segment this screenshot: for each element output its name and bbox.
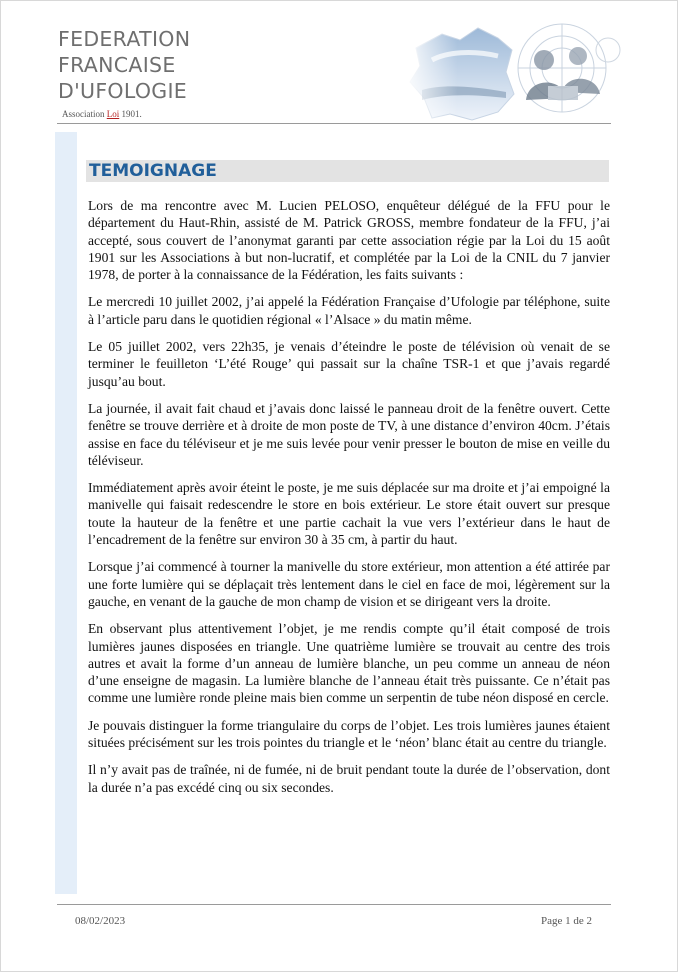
org-title-line-2: FRANCAISE — [58, 53, 176, 77]
association-loi: Loi — [106, 109, 120, 119]
paragraph: La journée, il avait fait chaud et j’avais donc laissé le panneau droit de la fenêtre ouvert. Cette fenêtre se trouve derrière et à droite de mon poste de TV, à une distance d’environ 40cm. J’étais assise en face du téléviseur et je me suis levée pour venir presser le bouton de mise en veille du téléviseur. — [88, 400, 610, 468]
association-subtitle — [62, 109, 142, 119]
paragraph: Lorsque j’ai commencé à tourner la manivelle du store extérieur, mon attention a été attirée par une forte lumière qui se déplaçait très lentement dans le ciel en face de moi, légèrement sur la gauche, en venant de la gauche de mon champ de vision et se dirigeant vers la droite. — [88, 559, 610, 609]
side-band — [55, 132, 77, 894]
org-title-line-3: D'UFOLOGIE — [58, 79, 188, 103]
paragraph: Je pouvais distinguer la forme triangulaire du corps de l’objet. Les trois lumières jaunes étaient situées précisément sur les trois pointes du triangle et le ‘néon’ blanc était au centre du triangle. — [88, 717, 610, 751]
paragraph: Le mercredi 10 juillet 2002, j’ai appelé la Fédération Française d’Ufologie par téléphone, suite à l’article paru dans le quotidien régional « l’Alsace » du matin même. — [88, 294, 610, 327]
paragraph: En observant plus attentivement l’objet, je me rendis compte qu’il était composé de trois lumières jaunes disposées en triangle. Une quatrième lumière se trouvait au centre des trois autres et avait la forme d’un anneau de lumière blanche, un peu comme un anneau de néon d’une enseigne de magasin. La lumière blanche de l’anneau était très puissante. Ce n’était pas comme une lumière ronde pleine mais bien comme un serpentin de tube néon disposé en cercle. — [88, 621, 610, 706]
paragraph: Le 05 juillet 2002, vers 22h35, je venais d’éteindre le poste de télévision où venait de se terminer le feuilleton ‘L’été Rouge’ qui passait sur la chaîne TSR-1 et que j’avais regardé jusqu’au bout. — [88, 339, 610, 389]
association-suffix: 1901. — [119, 109, 142, 119]
footer-date: 08/02/2023 — [75, 915, 126, 927]
footer-divider — [57, 904, 611, 905]
org-title-line-1: FEDERATION — [58, 27, 191, 51]
section-title: TEMOIGNAGE — [86, 160, 609, 182]
footer-page-number: Page 1 de 2 — [541, 915, 593, 927]
header-divider — [57, 123, 611, 124]
association-prefix: Association — [62, 109, 107, 119]
organization-title — [58, 26, 190, 104]
paragraph: Immédiatement après avoir éteint le poste, je me suis déplacée sur ma droite et j’ai empoigné la manivelle qui faisait redescendre le store en bois extérieur. Le store était ouvert sur presque toute la hauteur de la fenêtre et une partie cachait la vue vers l’extérieur dans le haut de l’encadrement de la fenêtre sur environ 30 à 35 cm, à partir du haut. — [88, 480, 610, 548]
paragraph: Lors de ma rencontre avec M. Lucien PELOSO, enquêteur délégué de la FFU pour le département du Haut-Rhin, assisté de M. Patrick GROSS, membre fondateur de la FFU, j’ai accepté, sous couvert de l’anonymat garanti par cette association régie par la Loi du 15 août 1901 sur les Associations à but non-lucratif, et complétée par la Loi de la CNIL du 7 janvier 1978, de porter à la connaissance de la Fédération, les faits suivants : — [88, 198, 610, 283]
body-text — [88, 197, 610, 806]
paragraph: Il n’y avait pas de traînée, ni de fumée, ni de bruit pendant toute la durée de l’observation, dont la durée n’a pas excédé cinq ou six secondes. — [88, 762, 610, 795]
header-collage-image — [402, 20, 624, 124]
